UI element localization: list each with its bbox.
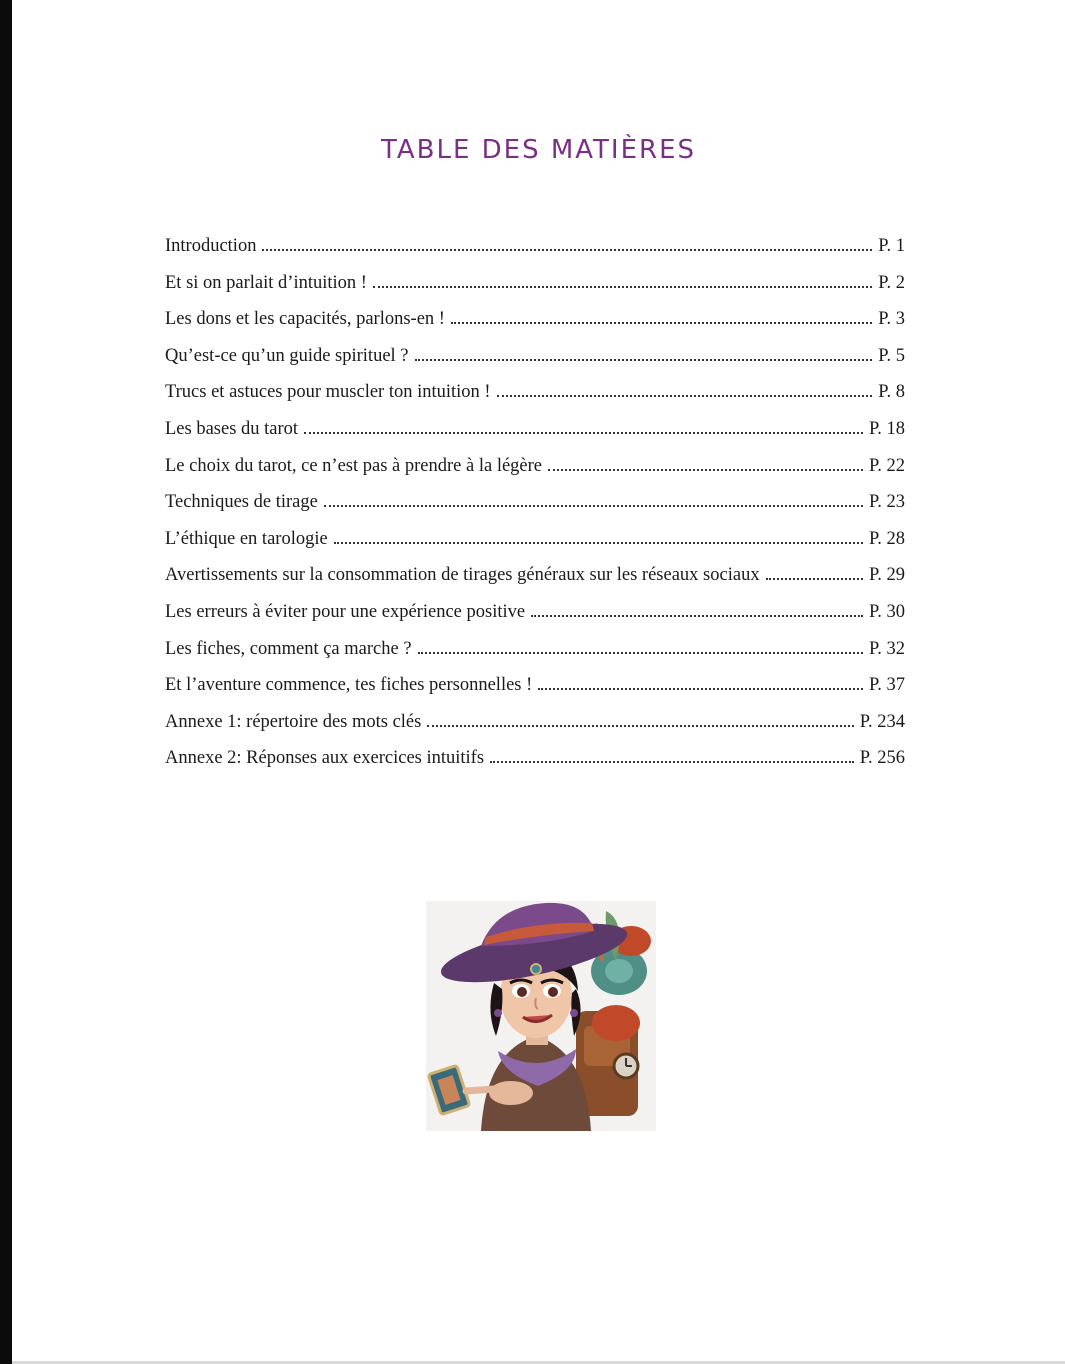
toc-entry[interactable] (165, 236, 905, 273)
toc-entry[interactable] (165, 675, 905, 712)
toc-entry-page: P. 256 (859, 748, 905, 769)
toc-entry[interactable] (165, 456, 905, 493)
toc-entry-page: P. 37 (869, 675, 905, 696)
toc-entry-label: Avertissements sur la consommation de tirages généraux sur les réseaux sociaux (165, 565, 760, 586)
toc-leader-dots (262, 249, 872, 251)
toc-leader-dots (531, 615, 863, 617)
toc-entry[interactable] (165, 382, 905, 419)
toc-entry-label: Techniques de tirage (165, 492, 318, 513)
toc-entry-page: P. 28 (869, 528, 905, 549)
toc-entry-page: P. 234 (859, 711, 905, 732)
toc-entry-label: Qu’est-ce qu’un guide spirituel ? (165, 345, 409, 366)
toc-entry-label: Et l’aventure commence, tes fiches personnelles ! (165, 675, 533, 696)
toc-leader-dots (451, 322, 872, 324)
toc-entry-label: Les fiches, comment ça marche ? (165, 638, 412, 659)
toc-entry-page: P. 3 (878, 309, 905, 330)
toc-entry[interactable] (165, 419, 905, 456)
toc-leader-dots (548, 469, 863, 471)
toc-leader-dots (373, 286, 872, 288)
toc-entry-label: L’éthique en tarologie (165, 528, 328, 549)
toc-leader-dots (304, 432, 863, 434)
toc-entry-label: Introduction (165, 236, 257, 256)
toc-leader-dots (324, 505, 863, 507)
toc-entry[interactable] (165, 309, 905, 346)
toc-entry[interactable] (165, 712, 905, 749)
toc-entry-page: P. 2 (878, 272, 905, 293)
toc-entry-label: Trucs et astuces pour muscler ton intuition ! (165, 382, 491, 403)
toc-entry[interactable] (165, 346, 905, 383)
toc-entry[interactable] (165, 273, 905, 310)
toc-entry-page: P. 32 (869, 638, 905, 659)
tarot-reader-mascot-illustration (426, 901, 656, 1131)
toc-entry-label: Annexe 2: Réponses aux exercices intuitifs (165, 748, 485, 769)
toc-entry[interactable] (165, 492, 905, 529)
toc-leader-dots (415, 359, 873, 361)
toc-entry-page: P. 30 (869, 601, 905, 622)
toc-entry-page: P. 1 (878, 236, 905, 256)
toc-entry[interactable] (165, 602, 905, 639)
toc-entry-page: P. 29 (869, 565, 905, 586)
toc-leader-dots (427, 725, 853, 727)
toc-entry-page: P. 18 (869, 418, 905, 439)
document-page (12, 0, 1065, 1361)
toc-entry-label: Le choix du tarot, ce n’est pas à prendre à la légère (165, 455, 543, 476)
toc-entry-page: P. 5 (878, 345, 905, 366)
toc-entry-page: P. 23 (869, 492, 905, 513)
toc-entry[interactable] (165, 529, 905, 566)
toc-entry-label: Les erreurs à éviter pour une expérience positive (165, 601, 526, 622)
page-edge-bar (0, 0, 12, 1364)
toc-entry-page: P. 8 (878, 382, 905, 403)
toc-entry-label: Les bases du tarot (165, 418, 299, 439)
toc-leader-dots (538, 688, 863, 690)
toc-entry[interactable] (165, 748, 905, 785)
toc-entry-label: Et si on parlait d’intuition ! (165, 272, 367, 293)
toc-leader-dots (334, 542, 863, 544)
page-title: TABLE DES MATIÈRES (380, 135, 697, 166)
table-of-contents (165, 236, 905, 785)
toc-entry-label: Les dons et les capacités, parlons-en ! (165, 309, 445, 330)
toc-leader-dots (418, 652, 863, 654)
toc-entry[interactable] (165, 639, 905, 676)
toc-leader-dots (497, 395, 873, 397)
toc-entry-label: Annexe 1: répertoire des mots clés (165, 711, 422, 732)
toc-leader-dots (766, 578, 863, 580)
toc-entry-page: P. 22 (869, 455, 905, 476)
toc-leader-dots (490, 761, 854, 763)
toc-entry[interactable] (165, 565, 905, 602)
